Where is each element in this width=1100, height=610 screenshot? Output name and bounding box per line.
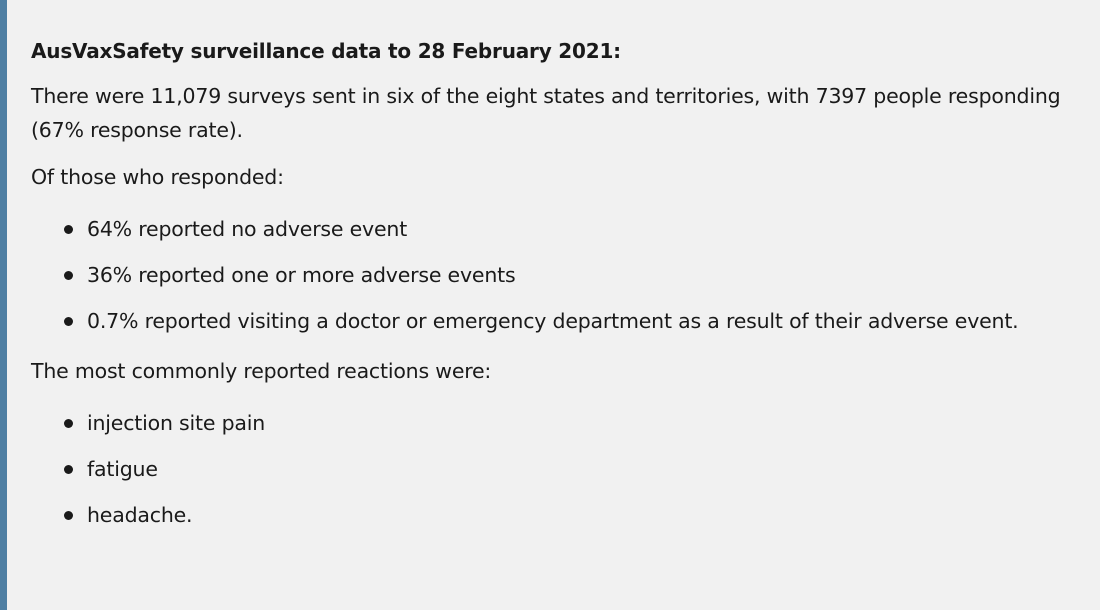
reaction-item-text: injection site pain <box>87 411 266 435</box>
callout-accent-bar <box>0 0 7 610</box>
list-item <box>64 258 1070 292</box>
list-item <box>64 304 1070 338</box>
reactions-list <box>31 406 1070 532</box>
bullet-icon <box>64 271 73 280</box>
response-item-text: 0.7% reported visiting a doctor or emergency department as a result of their adverse event. <box>87 309 1019 333</box>
responded-lead: Of those who responded: <box>31 165 284 189</box>
responses-list <box>31 212 1070 338</box>
bullet-icon <box>64 511 73 520</box>
list-item <box>64 406 1070 440</box>
callout-heading: AusVaxSafety surveillance data to 28 February 2021: <box>31 39 621 63</box>
bullet-icon <box>64 465 73 474</box>
list-item <box>64 212 1070 246</box>
bullet-icon <box>64 317 73 326</box>
reaction-item-text: headache. <box>87 503 193 527</box>
reactions-lead: The most commonly reported reactions were: <box>31 359 492 383</box>
bullet-icon <box>64 225 73 234</box>
intro-paragraph: There were 11,079 surveys sent in six of the eight states and territories, with 7397 people responding (67% response rate). <box>31 84 1061 142</box>
response-item-text: 36% reported one or more adverse events <box>87 263 516 287</box>
list-item <box>64 498 1070 532</box>
bullet-icon <box>64 419 73 428</box>
response-item-text: 64% reported no adverse event <box>87 217 408 241</box>
list-item <box>64 452 1070 486</box>
reaction-item-text: fatigue <box>87 457 158 481</box>
